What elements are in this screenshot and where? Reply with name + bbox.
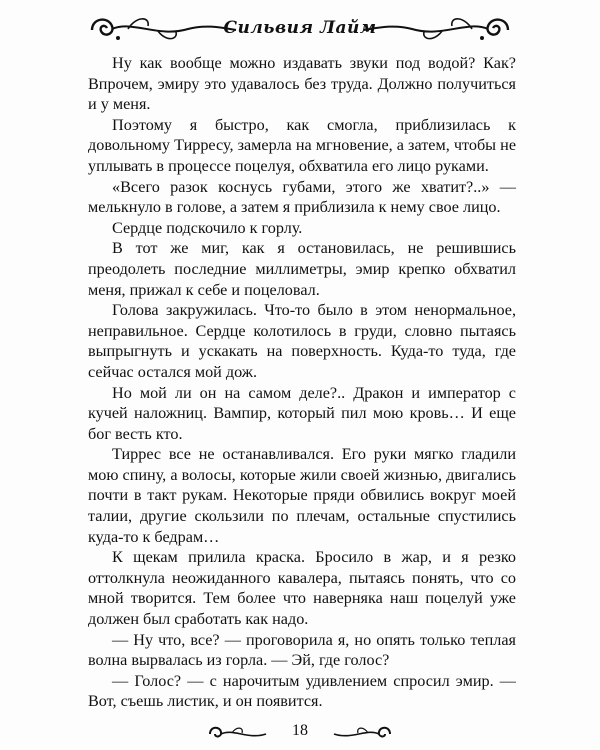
page-number: 18 (292, 722, 308, 739)
paragraph: — Ну что, все? — проговорила я, но опять только теплая волна вырвалась из горла. — Эй, где голос? (88, 630, 516, 670)
paragraph: Ну как вообще можно издавать звуки под водой? Как? Впрочем, эмиру это удавалось без труда. Должно получиться и у меня. (88, 54, 516, 114)
running-header-author: Сильвия Лайм (223, 18, 377, 38)
paragraph: Сердце подскочило к горлу. (112, 218, 303, 237)
paragraph: Тиррес все не останавливался. Его руки мягко гладили мою спину, а волосы, которые жили своей жизнью, двигались почти в такт рукам. Некоторые пряди обвились вокруг моей талии, другие скользили по плечам, остальные спустились куда-то к бедрам… (88, 445, 516, 546)
paragraph: Поэтому я быстро, как смогла, приблизилась к довольному Тирресу, замерла на мгновение, а затем, чтобы не уплывать в процессе поцелуя, обхватила его лицо руками. (88, 115, 516, 175)
body-text (88, 53, 516, 712)
paragraph: В тот же миг, как я остановилась, не решившись преодолеть последние миллиметры, эмир крепко обхватил меня, прижал к себе и поцеловал. (88, 239, 516, 299)
paragraph: Голова закружилась. Что-то было в этом ненормальное, неправильное. Сердце колотилось в груди, словно пытаясь выпрыгнуть и ускакать на поверхность. Куда-то туда, где сейчас остался мой дож. (88, 301, 516, 381)
paragraph: Но мой ли он на самом деле?.. Дракон и император с кучей наложниц. Вампир, который пил мою кровь… И еще бог весть кто. (88, 383, 516, 443)
right-flourish-ornament-icon (362, 12, 512, 46)
page-footer (0, 718, 600, 748)
page-header (0, 8, 600, 48)
paragraph: К щекам прилила краска. Бросило в жар, и я резко оттолкнула неожиданного кавалера, пытаясь понять, что со мной творится. Тем более что наверняка наш поцелуй уже должен был сработать как надо. (88, 548, 516, 629)
paragraph: — Голос? — с нарочитым удивлением спросил эмир. — Вот, съешь листик, и он появится. (88, 671, 516, 711)
paragraph: «Всего разок коснусь губами, этого же хватит?..» — мелькнуло в голове, а затем я приблизила к нему свое лицо. (88, 177, 516, 217)
right-footer-ornament-icon (332, 724, 392, 744)
